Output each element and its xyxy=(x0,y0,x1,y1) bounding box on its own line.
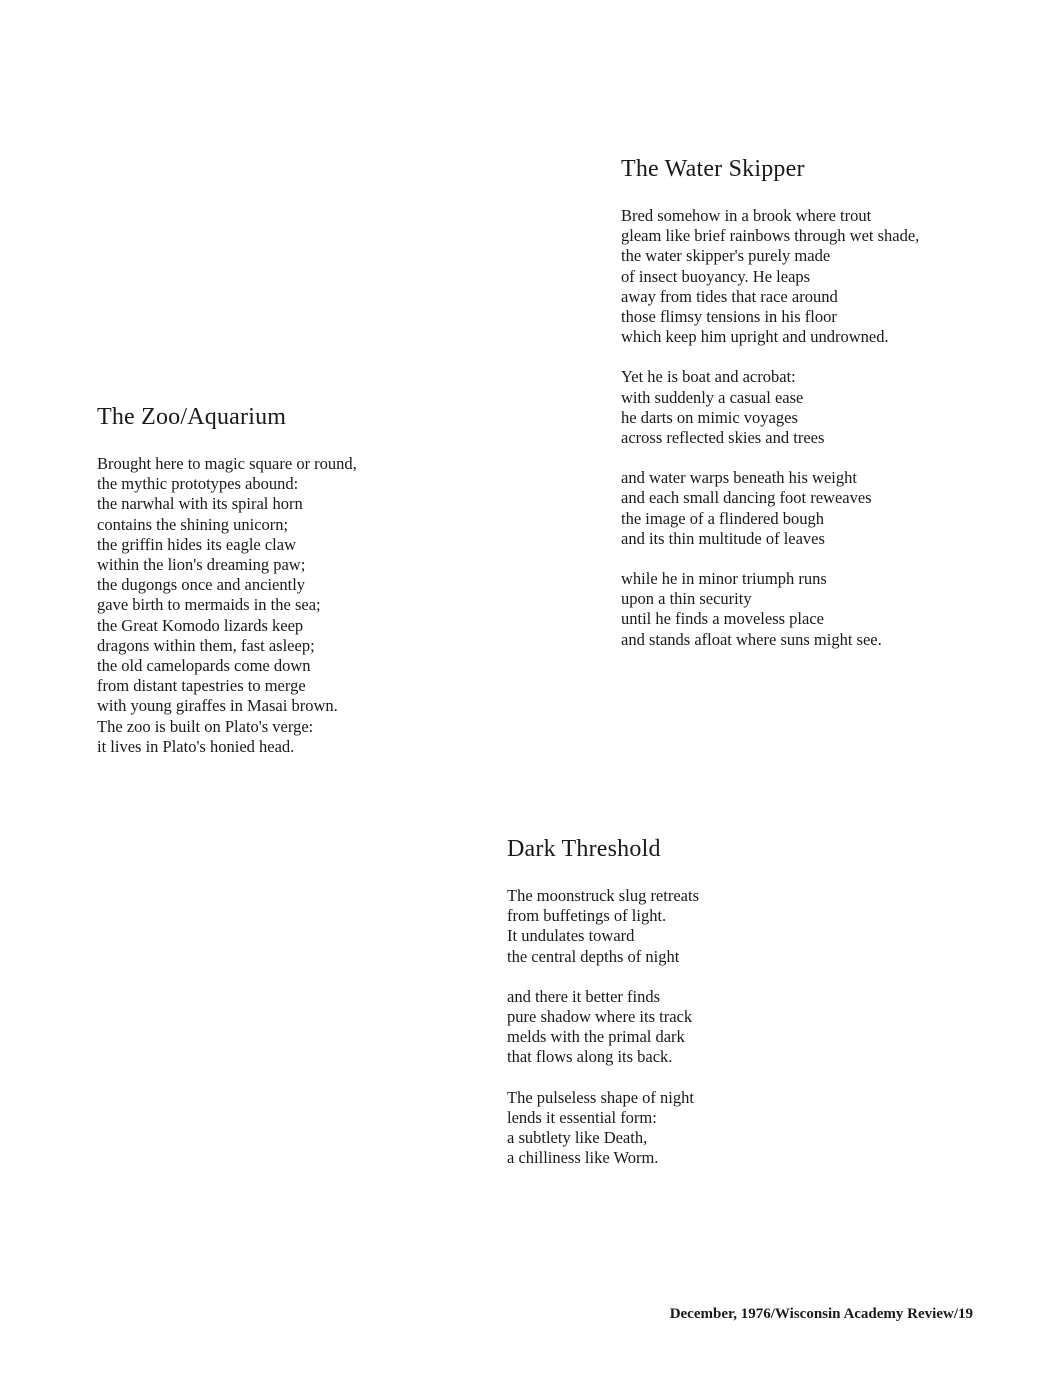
poem-line: the old camelopards come down xyxy=(97,656,311,676)
poem-dark-threshold xyxy=(507,834,699,1188)
poem-line: the griffin hides its eagle claw xyxy=(97,534,297,554)
poem-line: It undulates toward xyxy=(507,926,635,946)
poem-line: and each small dancing foot reweaves xyxy=(621,488,872,508)
poem-line: within the lion's dreaming paw; xyxy=(97,555,306,575)
poem-line: the water skipper's purely made xyxy=(621,246,831,266)
poem-line: and stands afloat where suns might see. xyxy=(621,629,882,649)
poem-line: The pulseless shape of night xyxy=(507,1087,694,1107)
page-footer: December, 1976/Wisconsin Academy Review/19 xyxy=(669,1306,973,1322)
stanza xyxy=(621,569,919,650)
poem-line: The moonstruck slug retreats xyxy=(507,886,699,905)
poem-line: with suddenly a casual ease xyxy=(621,387,804,407)
poem-line: from distant tapestries to merge xyxy=(97,676,306,696)
poem-line: that flows along its back. xyxy=(507,1047,673,1067)
poem-line: and there it better finds xyxy=(507,986,661,1006)
poem-line: with young giraffes in Masai brown. xyxy=(97,696,338,716)
poem-line: the mythic prototypes abound: xyxy=(97,474,299,494)
poem-line: it lives in Plato's honied head. xyxy=(97,736,295,756)
poem-line: which keep him upright and undrowned. xyxy=(621,327,889,347)
poem-line: gave birth to mermaids in the sea; xyxy=(97,595,321,615)
poem-title: The Water Skipper xyxy=(621,156,805,182)
poem-line: Bred somehow in a brook where trout xyxy=(621,206,872,225)
stanza xyxy=(507,987,699,1068)
poem-line: while he in minor triumph runs xyxy=(621,569,827,589)
stanza xyxy=(507,886,699,967)
poem-line: he darts on mimic voyages xyxy=(621,407,798,427)
poem-body xyxy=(97,454,357,757)
stanza xyxy=(621,367,919,448)
poem-body xyxy=(507,886,699,1168)
poem-water-skipper xyxy=(621,154,919,670)
poem-line: the Great Komodo lizards keep xyxy=(97,615,304,635)
poem-line: dragons within them, fast asleep; xyxy=(97,635,315,655)
poem-line: melds with the primal dark xyxy=(507,1027,685,1047)
poem-line: the narwhal with its spiral horn xyxy=(97,494,303,514)
poem-line: lends it essential form: xyxy=(507,1107,657,1127)
stanza xyxy=(621,468,919,549)
poem-line: pure shadow where its track xyxy=(507,1007,693,1027)
poem-line: from buffetings of light. xyxy=(507,906,667,926)
stanza xyxy=(97,454,357,757)
poem-line: away from tides that race around xyxy=(621,286,838,306)
poem-line: a subtlety like Death, xyxy=(507,1128,648,1148)
stanza xyxy=(621,206,919,347)
poem-line: across reflected skies and trees xyxy=(621,428,825,448)
poem-line: of insect buoyancy. He leaps xyxy=(621,266,811,286)
poem-body xyxy=(621,206,919,650)
poem-line: a chilliness like Worm. xyxy=(507,1148,659,1168)
poem-title: The Zoo/Aquarium xyxy=(97,404,287,430)
poem-line: Yet he is boat and acrobat: xyxy=(621,367,796,387)
poem-line: gleam like brief rainbows through wet shade, xyxy=(621,226,920,246)
poem-line: those flimsy tensions in his floor xyxy=(621,307,837,327)
poem-line: the central depths of night xyxy=(507,946,680,966)
poem-line: the image of a flindered bough xyxy=(621,508,824,528)
poem-line: The zoo is built on Plato's verge: xyxy=(97,716,314,736)
poem-line: contains the shining unicorn; xyxy=(97,514,289,534)
poem-line: the dugongs once and anciently xyxy=(97,575,306,595)
stanza xyxy=(507,1088,699,1169)
poem-line: upon a thin security xyxy=(621,589,752,609)
poem-zoo-aquarium xyxy=(97,402,357,777)
poem-line: and water warps beneath his weight xyxy=(621,468,857,488)
poem-line: until he finds a moveless place xyxy=(621,609,824,629)
poem-line: Brought here to magic square or round, xyxy=(97,454,357,473)
poem-title: Dark Threshold xyxy=(507,836,661,862)
poem-line: and its thin multitude of leaves xyxy=(621,528,825,548)
